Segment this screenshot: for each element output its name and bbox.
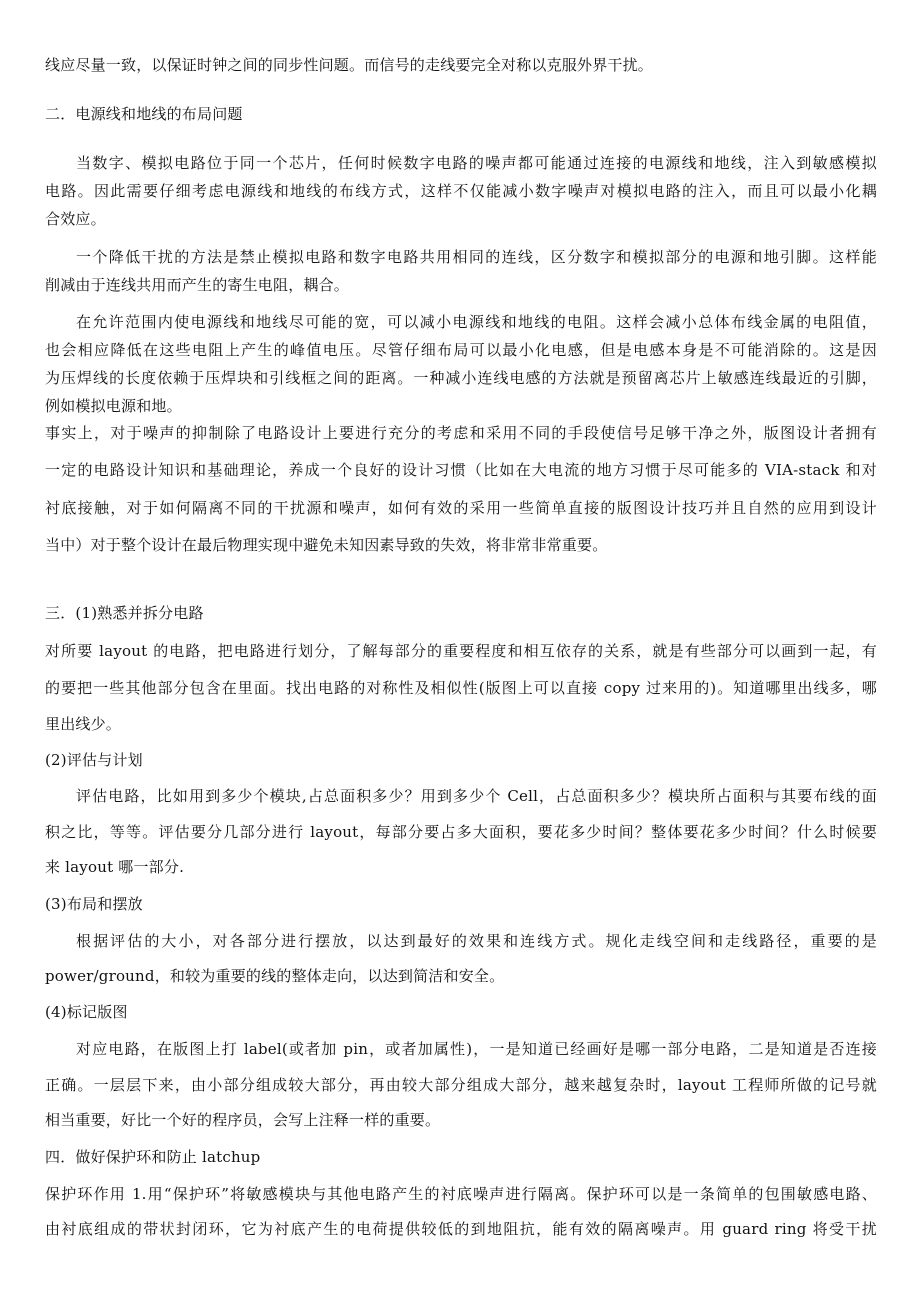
paragraph-line: 由衬底组成的带状封闭环，它为衬底产生的电荷提供较低的到地阻抗，能有效的隔离噪声。用 guard ring 将受干扰 (45, 1220, 877, 1238)
paragraph-line: 对所要 layout 的电路，把电路进行划分，了解每部分的重要程度和相互依存的关系，就是有些部分可以画到一起，有 (45, 642, 877, 660)
paragraph-line: 一定的电路设计知识和基础理论，养成一个良好的设计习惯（比如在大电流的地方习惯于尽可能多的 VIA-stack 和对 (45, 461, 877, 479)
subsection-heading: (3)布局和摆放 (45, 895, 143, 913)
paragraph-line: 当中）对于整个设计在最后物理实现中避免未知因素导致的失效，将非常非常重要。 (45, 536, 608, 554)
subsection-heading: (2)评估与计划 (45, 751, 143, 769)
paragraph-line: 合效应。 (45, 210, 106, 228)
paragraph-line: 当数字、模拟电路位于同一个芯片，任何时候数字电路的噪声都可能通过连接的电源线和地线，注入到敏感模拟 (76, 154, 877, 172)
paragraph-line: 在允许范围内使电源线和地线尽可能的宽，可以减小电源线和地线的电阻。这样会减小总体布线金属的电阻值， (76, 313, 877, 331)
paragraph-line: 的要把一些其他部分包含在里面。找出电路的对称性及相似性(版图上可以直接 copy 过来用的)。知道哪里出线多，哪 (45, 679, 877, 697)
paragraph-line: 事实上，对于噪声的抑制除了电路设计上要进行充分的考虑和采用不同的手段使信号足够干净之外，版图设计者拥有 (45, 424, 877, 442)
paragraph-line: 线应尽量一致，以保证时钟之间的同步性问题。而信号的走线要完全对称以克服外界干扰。 (45, 56, 654, 74)
paragraph-line: 例如模拟电源和地。 (45, 397, 182, 415)
paragraph-line: 电路。因此需要仔细考虑电源线和地线的布线方式，这样不仅能减小数字噪声对模拟电路的注入，而且可以最小化耦 (45, 182, 877, 200)
paragraph-line: 保护环作用 1.用“保护环”将敏感模块与其他电路产生的衬底噪声进行隔离。保护环可以是一条简单的包围敏感电路、 (45, 1185, 877, 1203)
paragraph-line: 一个降低干扰的方法是禁止模拟电路和数字电路共用相同的连线，区分数字和模拟部分的电源和地引脚。这样能 (76, 248, 877, 266)
paragraph-line: 积之比，等等。评估要分几部分进行 layout，每部分要占多大面积，要花多少时间？整体要花多少时间？什么时候要 (45, 823, 877, 841)
paragraph-line: 里出线少。 (45, 715, 122, 733)
section-heading: 二．电源线和地线的布局问题 (45, 105, 243, 123)
paragraph-line: 正确。一层层下来，由小部分组成较大部分，再由较大部分组成大部分，越来越复杂时，layout 工程师所做的记号就 (45, 1076, 877, 1094)
paragraph-line: 为压焊线的长度依赖于压焊块和引线框之间的距离。一种减小连线电感的方法就是预留离芯片上敏感连线最近的引脚， (45, 369, 877, 387)
paragraph-line: 衬底接触，对于如何隔离不同的干扰源和噪声，如何有效的采用一些简单直接的版图设计技巧并且自然的应用到设计 (45, 499, 877, 517)
section-heading: 三．(1)熟悉并拆分电路 (45, 604, 204, 622)
subsection-heading: (4)标记版图 (45, 1003, 128, 1021)
paragraph-line: 相当重要，好比一个好的程序员，会写上注释一样的重要。 (45, 1111, 441, 1129)
paragraph-line: 对应电路，在版图上打 label(或者加 pin，或者加属性)，一是知道已经画好是哪一部分电路，二是知道是否连接 (76, 1040, 877, 1058)
paragraph-line: power/ground，和较为重要的线的整体走向，以达到简洁和安全。 (45, 967, 505, 985)
paragraph-line: 根据评估的大小，对各部分进行摆放，以达到最好的效果和连线方式。规化走线空间和走线路径，重要的是 (76, 932, 877, 950)
paragraph-line: 评估电路，比如用到多少个模块,占总面积多少？用到多少个 Cell，占总面积多少？模块所占面积与其要布线的面 (76, 787, 877, 805)
paragraph-line: 来 layout 哪一部分. (45, 858, 185, 876)
paragraph-line: 削减由于连线共用而产生的寄生电阻，耦合。 (45, 276, 350, 294)
paragraph-line: 也会相应降低在这些电阻上产生的峰值电压。尽管仔细布局可以最小化电感，但是电感本身是不可能消除的。这是因 (45, 341, 877, 359)
section-heading: 四．做好保护环和防止 latchup (45, 1148, 261, 1166)
